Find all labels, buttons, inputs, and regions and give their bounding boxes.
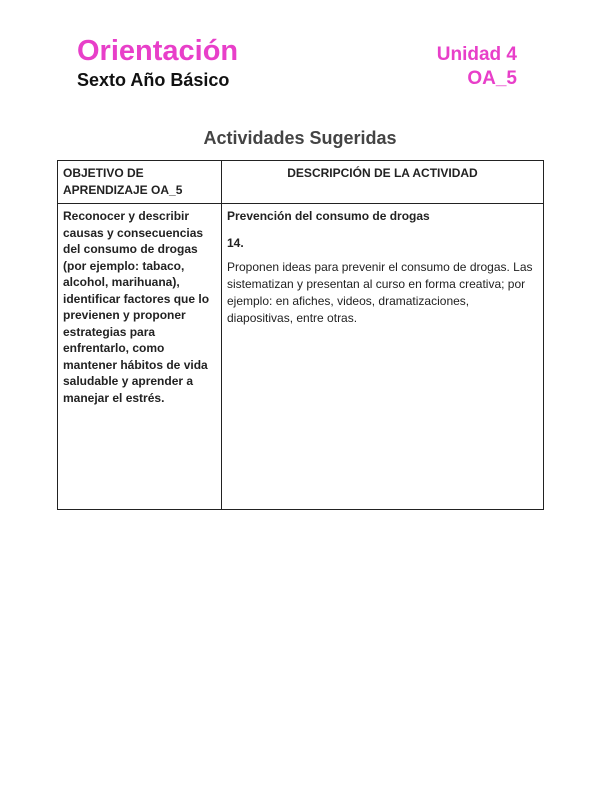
objective-text: Reconocer y describir causas y consecuencias del consumo de drogas (por ejemplo: tabaco, alcohol, marihuana), identificar factores que lo previenen y proponer estrategias para enfrentarlo, como mantener hábitos de vida saludable y aprender a manejar el estrés. xyxy=(63,209,210,405)
grade-label: Sexto Año Básico xyxy=(77,70,230,90)
objective-header: OBJETIVO DE APRENDIZAJE OA_5 xyxy=(58,161,222,204)
activity-table xyxy=(57,160,544,510)
description-header: DESCRIPCIÓN DE LA ACTIVIDAD xyxy=(222,161,544,204)
activity-heading: Prevención del consumo de drogas xyxy=(227,209,430,223)
activity-description: Proponen ideas para prevenir el consumo de drogas. Las sistematizan y presentan al curso en forma creativa; por ejemplo: en afiches, videos, dramatizaciones, diapositivas, entre otras. xyxy=(227,260,533,325)
header-left xyxy=(77,34,238,91)
unit-label: Unidad 4 xyxy=(436,44,517,65)
header-right xyxy=(437,44,517,90)
table-header-row xyxy=(58,161,544,204)
objective-cell xyxy=(58,204,222,510)
activity-number: 14. xyxy=(227,235,244,250)
description-cell xyxy=(222,204,544,510)
oa-label: OA_5 xyxy=(467,68,517,89)
subject-title: Orientación xyxy=(77,35,239,67)
table-row xyxy=(58,204,544,510)
section-title: Actividades Sugeridas xyxy=(203,128,397,148)
